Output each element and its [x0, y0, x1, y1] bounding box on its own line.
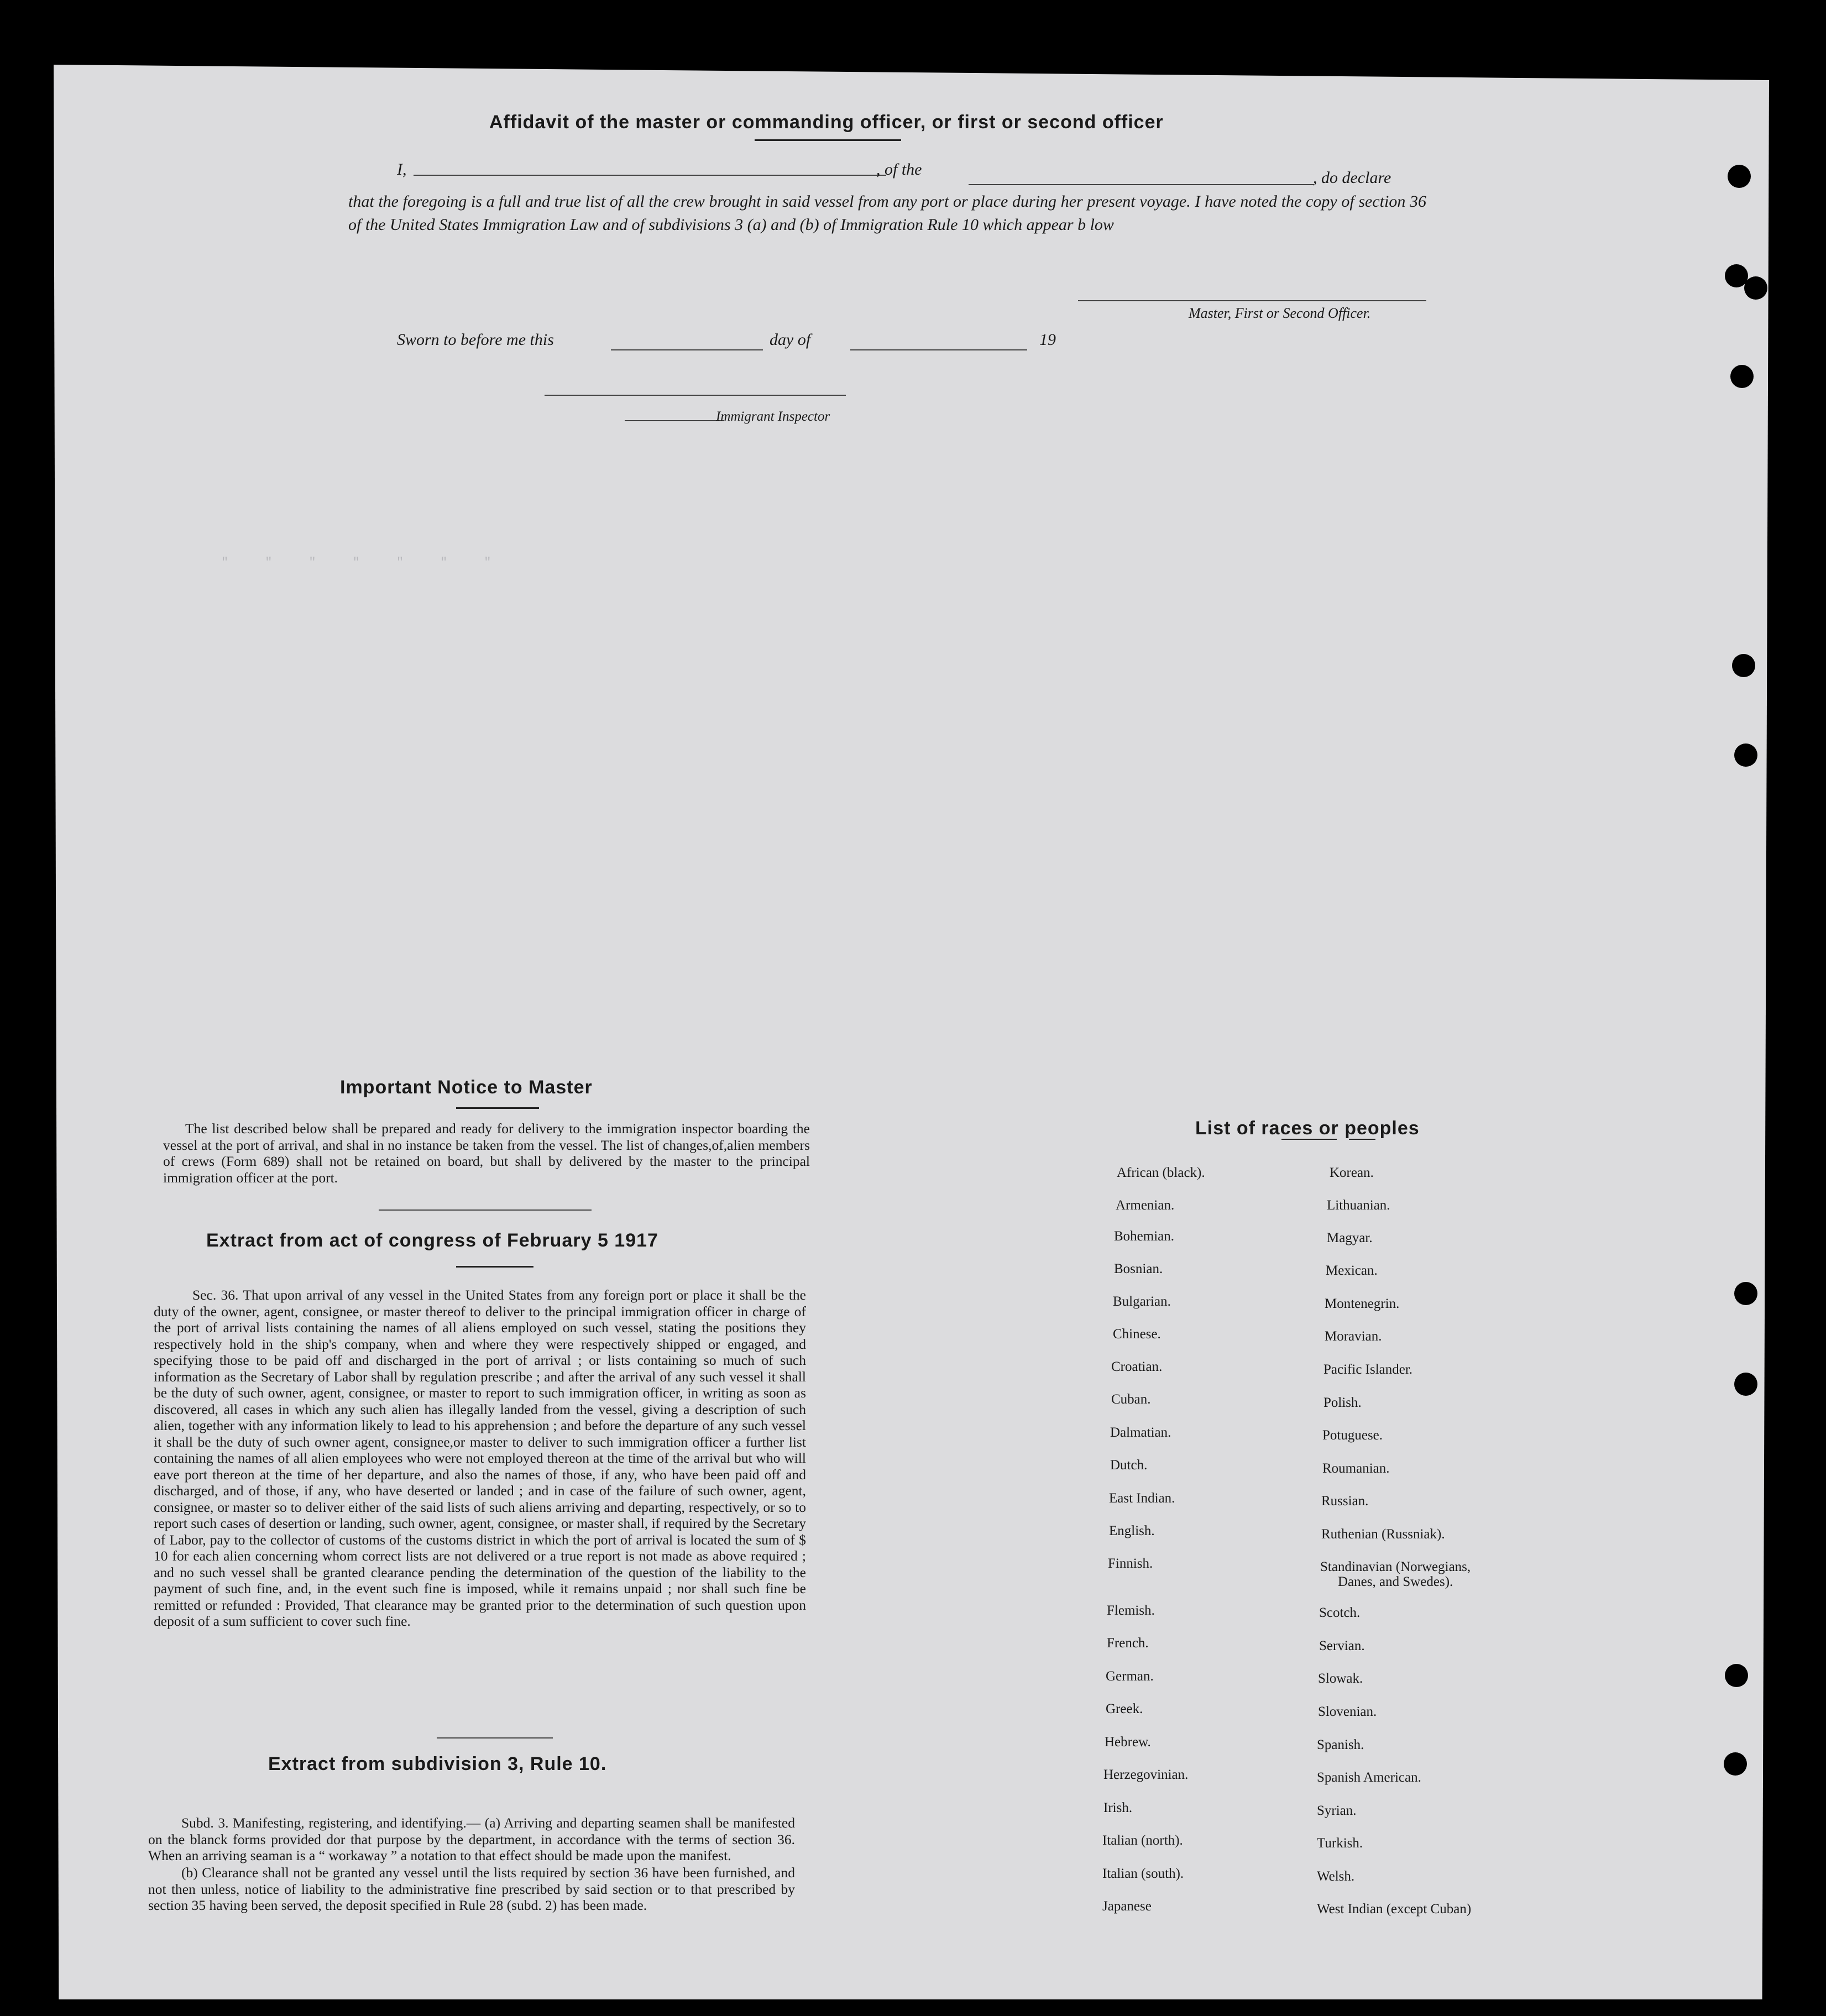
race-item: Japanese	[1102, 1899, 1152, 1914]
title-divider	[755, 139, 901, 141]
race-item: East Indian.	[1109, 1491, 1175, 1506]
document-scan: " " " " " " " Affidavit of the master or commanding officer, or first or second officer I, , of the , do declare that the foregoing is a full and true list of all the crew brought in said vessel from any port or place during her present voyage. I have noted the copy of section 36 of the United States Immigration Law and of subdivisions 3 (a) and (b) of Immigration Rule 10 which appear b low Master, First or Second Officer. Sworn to before me this day of 19 Immigrant Inspector Important Notice to Master The list described below shall be prepared and ready for delivery to the immigration inspector boarding the vessel at the port of arrival, and shal in no instance be taken from the vessel. The list of changes,of,alien members of crews (Form 689) shall not be retained on board, but shall by delivered by the master to the principal immigration officer at the port. Extract from act of congress of February 5 1917 Sec. 36. That upon arrival of any vessel in the United States from any foreign port or place it shall be the duty of the owner, agent, consignee, or master thereof to deliver to the principal immigration officer in charge of the port of arrival lists containing the names of all aliens employed on such vessel, stating the positions they respectively hold in the ship's company, when and where they were respectively shipped or engaged, and specifying those to be paid off and discharged in the port of arrival ; or lists containing so much of such information as the Secretary of Labor shall by regulation prescribe ; and after the arrival of any such vessel it shall be the duty of such owner, agent, consignee, or master to report to such immigration officer, in writing as soon as discovered, all cases in which any such alien has illegally landed from the vessel, giving a description of such alien, together with any information likely to lead to his apprehension ; and before the departure of any such vessel it shall be the duty of such owner agent, consignee,or master to deliver to such immigration officer a further list containing the names of all alien employees who were not employed thereon at the time of the arrival but who will eave port thereon at the time of her departure, and also the names of those, if any, who have been paid off and discharged, and of those, if any, who have deserted or landed ; and in case of the failure of such owner, agent, consignee, or master so to deliver either of the said lists of such aliens arriving and departing, respectively, or so to report such cases of desertion or landing, such owner, agent, consignee, or master shall, if required by the Secretary of Labor, pay to the collector of customs of the customs district in which the port of arrival is located the sum of $ 10 for each alien concerning whom correct lists are not delivered or a true report is not made as above required ; and no such vessel shall be granted clearance pending the determination of the question of the liability to the payment of such fine, and, in the event such fine is imposed, while it remains unpaid ; nor shall such fine be remitted or refunded : Provided, That clearance may be granted prior to the determination of such question upon deposit of a sum sufficient to cover such fine. Extract from subdivision 3, Rule 10. Subd. 3. Manifesting, registering, and identifying.— (a) Arriving and departing seamen shall be manifested on the blanck forms provided dor that purpose by the department, in accordance with the terms of section 36. When an arriving seaman is a “ workaway ” a notation to that effect should be made upon the manifest. (b) Clearance shall not be granted any vessel until the lists required by section 36 have been furnished, and not then unless, notice of liability to the administrative fine prescribed by said section or to that prescribed by section 35 having been served, the deposit specified in Rule 28 (subd. 2) has been made. List of races or peoples African (black). Armenian. Bohemian. Bosnian. Bulgarian. Chinese. Croatian. Cuban. Dalmatian. Dutch. East Indian. English. Finnish. Flemish. French. German. Greek. Hebrew. Herzegovinian. Irish. Italian (north). Italian (south). Japanese Korean. Lithuanian. Magyar. Mexican. Montenegrin. Moravian. Pacific Islander. Polish. Potuguese. Roumanian. Russian. Ruthenian (Russniak). Standinavian (Norwegians, Danes, and Swedes). Scotch. Servian. Slowak. Slovenian. Spanish. Spanish American. Syrian. Turkish. Welsh. West Indian (except Cuban)	[0, 0, 1826, 2016]
binder-hole-icon	[1734, 1373, 1757, 1396]
race-item: Armenian.	[1116, 1198, 1175, 1213]
extract-rule-text-a: Subd. 3. Manifesting, registering, and identifying.— (a) Arriving and departing seamen shall be manifested on the blanck forms provided dor that purpose by the department, in accordance with the terms of section 36. When an arriving seaman is a “ workaway ” a notation to that effect should be made upon the manifest.	[148, 1815, 795, 1863]
race-item: Spanish.	[1317, 1737, 1364, 1752]
race-item: Scotch.	[1319, 1605, 1361, 1620]
extract-act-end-divider	[437, 1737, 553, 1739]
vessel-name-line	[969, 184, 1314, 185]
race-item: Bosnian.	[1114, 1261, 1163, 1276]
binder-hole-icon	[1730, 365, 1754, 388]
race-item: Spanish American.	[1317, 1770, 1421, 1785]
race-item: Greek.	[1106, 1701, 1143, 1716]
race-item: West Indian (except Cuban)	[1317, 1902, 1472, 1916]
declarant-name-line	[414, 175, 886, 176]
race-item: Ruthenian (Russniak).	[1321, 1527, 1445, 1542]
race-item: Standinavian (Norwegians,	[1320, 1559, 1471, 1574]
extract-act-text: Sec. 36. That upon arrival of any vessel in the United States from any foreign port or place it shall be the duty of the owner, agent, consignee, or master thereof to deliver to the principal immigration officer in charge of the port of arrival lists containing the names of all aliens employed on such vessel, stating the positions they respectively hold in the ship's company, when and where they were respectively shipped or engaged, and specifying those to be paid off and discharged in the port of arrival ; or lists containing so much of such information as the Secretary of Labor shall by regulation prescribe ; and after the arrival of any such vessel it shall be the duty of such owner, agent, consignee, or master to report to such immigration officer, in writing as soon as discovered, all cases in which any such alien has illegally landed from the vessel, giving a description of such alien, together with any information likely to lead to his apprehension ; and before the departure of any such vessel it shall be the duty of such owner agent, consignee,or master to deliver to such immigration officer a further list containing the names of all alien employees who were not employed thereon at the time of the arrival but who will eave port thereon at the time of her departure, and also the names of those, if any, who have been paid off and discharged, and of those, if any, who have deserted or landed ; and in case of the failure of such owner, agent, consignee, or master so to deliver either of the said lists of such aliens arriving and departing, respectively, or so to report such cases of desertion or landing, such owner, agent, consignee, or master shall, if required by the Secretary of Labor, pay to the collector of customs of the customs district in which the port of arrival is located the sum of $ 10 for each alien concerning whom correct lists are not delivered or a true report is not made as above required ; and no such vessel shall be granted clearance pending the determination of the question of the liability to the payment of such fine, and, in the event such fine is imposed, while it remains unpaid ; nor shall such fine be remitted or refunded : Provided, That clearance may be granted prior to the determination of such question upon deposit of a sum sufficient to cover such fine.	[154, 1287, 806, 1629]
race-item: Servian.	[1319, 1638, 1365, 1653]
race-item: Syrian.	[1317, 1803, 1357, 1818]
extract-act-title: Extract from act of congress of February 5 1917	[206, 1230, 658, 1251]
form-page	[54, 65, 1769, 1999]
race-item: Russian.	[1321, 1494, 1369, 1509]
binder-hole-icon	[1732, 654, 1755, 677]
race-item: Danes, and Swedes).	[1338, 1574, 1453, 1589]
inspector-signature-line-short	[625, 420, 724, 421]
race-item: Magyar.	[1327, 1230, 1373, 1245]
race-item: Flemish.	[1107, 1603, 1155, 1618]
races-title-underline	[1281, 1139, 1337, 1140]
race-item: Korean.	[1330, 1165, 1374, 1180]
master-signature-label: Master, First or Second Officer.	[1189, 305, 1371, 321]
race-item: Moravian.	[1325, 1329, 1382, 1344]
race-item: German.	[1106, 1669, 1154, 1684]
extract-rule-text-b: (b) Clearance shall not be granted any vessel until the lists required by section 36 have been furnished, and not then unless, notice of liability to the administrative fine prescribed by said section or to that prescribed by section 35 having been served, the deposit specified in Rule 28 (subd. 2) has been made.	[148, 1865, 795, 1913]
year-label: 19	[1039, 331, 1056, 349]
race-item: Turkish.	[1317, 1836, 1363, 1851]
master-signature-line	[1078, 300, 1426, 301]
binder-hole-icon	[1744, 276, 1767, 300]
race-item: Herzegovinian.	[1103, 1767, 1189, 1782]
month-line	[850, 349, 1027, 350]
binder-hole-icon	[1725, 1664, 1748, 1687]
binder-hole-icon	[1734, 743, 1757, 767]
race-item: Polish.	[1323, 1395, 1362, 1410]
race-item: Dalmatian.	[1110, 1425, 1171, 1440]
race-item: Dutch.	[1110, 1458, 1148, 1473]
inspector-signature-line	[545, 395, 846, 396]
vessel-label: , of the	[876, 160, 922, 179]
races-title-underline-2	[1349, 1139, 1375, 1140]
notice-end-divider	[379, 1209, 592, 1211]
race-item: Italian (north).	[1102, 1833, 1183, 1848]
affidavit-text: that the foregoing is a full and true list of all the crew brought in said vessel from any port or place during her present voyage. I have noted the copy of section 36 of the United States Immigration Law and of subdivisions 3 (a) and (b) of Immigration Rule 10 which appear b low	[348, 192, 1426, 234]
races-title: List of races or peoples	[1195, 1118, 1420, 1139]
notice-text: The list described below shall be prepared and ready for delivery to the immigration inspector boarding the vessel at the port of arrival, and shal in no instance be taken from the vessel. The list of changes,of,alien members of crews (Form 689) shall not be retained on board, but shall by delivered by the master to the principal immigration officer at the port.	[163, 1120, 810, 1186]
notice-title: Important Notice to Master	[340, 1077, 593, 1098]
binder-hole-icon	[1734, 1282, 1757, 1305]
race-item: Slovenian.	[1318, 1704, 1377, 1719]
race-item: Bulgarian.	[1113, 1294, 1171, 1309]
race-item: Italian (south).	[1102, 1866, 1184, 1881]
race-item: Cuban.	[1111, 1392, 1151, 1407]
day-of-label: day of	[770, 331, 811, 349]
race-item: Chinese.	[1113, 1327, 1161, 1342]
race-item: Montenegrin.	[1325, 1296, 1400, 1311]
race-item: Hebrew.	[1105, 1735, 1151, 1750]
sworn-label: Sworn to before me this	[397, 331, 554, 349]
binder-hole-icon	[1728, 165, 1751, 188]
extract-rule-title: Extract from subdivision 3, Rule 10.	[268, 1753, 607, 1774]
race-item: English.	[1109, 1523, 1155, 1538]
race-item: Irish.	[1103, 1800, 1133, 1815]
race-item: Pacific Islander.	[1323, 1362, 1413, 1377]
declarant-label: I,	[397, 160, 407, 179]
race-item: Lithuanian.	[1327, 1198, 1390, 1213]
race-item: Slowak.	[1318, 1671, 1363, 1686]
notice-divider	[456, 1107, 539, 1109]
declare-label: , do declare	[1313, 169, 1391, 187]
inspector-label: Immigrant Inspector	[716, 409, 830, 424]
affidavit-title: Affidavit of the master or commanding officer, or first or second officer	[489, 112, 1164, 133]
race-item: Croatian.	[1111, 1359, 1163, 1374]
race-item: Mexican.	[1326, 1263, 1378, 1278]
sworn-date-line	[611, 349, 763, 350]
binder-hole-icon	[1724, 1752, 1747, 1776]
race-item: Welsh.	[1317, 1869, 1355, 1884]
race-item: Finnish.	[1108, 1556, 1153, 1571]
extract-act-divider	[456, 1266, 533, 1268]
race-item: Bohemian.	[1114, 1229, 1175, 1244]
race-item: Potuguese.	[1322, 1428, 1383, 1443]
race-item: African (black).	[1117, 1165, 1205, 1180]
race-item: Roumanian.	[1322, 1461, 1390, 1476]
race-item: French.	[1107, 1636, 1149, 1651]
